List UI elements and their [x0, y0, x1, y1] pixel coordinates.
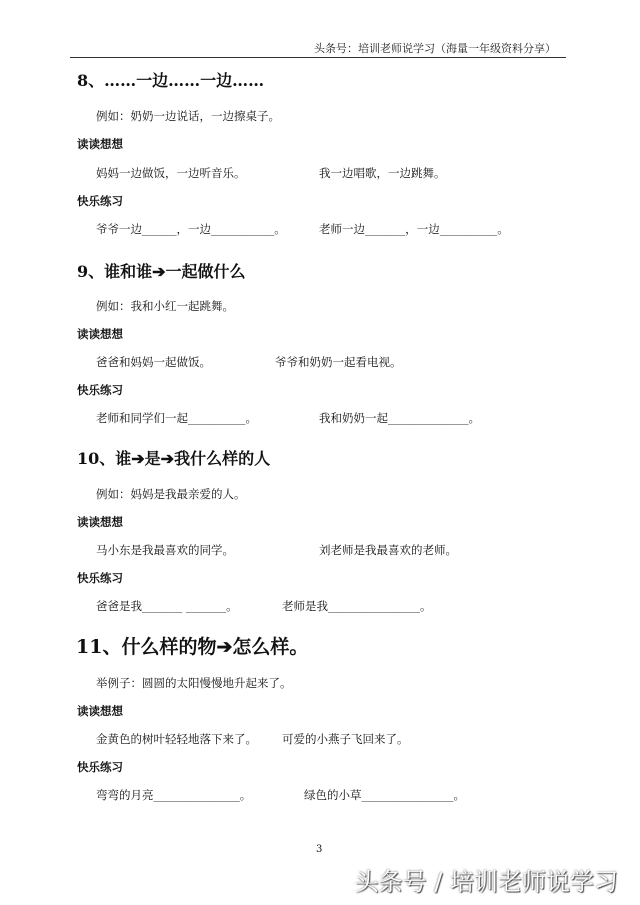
read-sentence-1: 爸爸和妈妈一起做饭。: [96, 355, 211, 369]
example-sentence: 举例子：圆圆的太阳慢慢地升起来了。: [96, 676, 292, 690]
example-sentence: 例如：我和小红一起跳舞。: [96, 299, 234, 313]
practice-item-2: 老师是我________________。: [282, 599, 432, 613]
section-title: 8、……一边……一边……: [77, 71, 265, 90]
practice-item-1: 弯弯的月亮_______________。: [96, 788, 252, 802]
practice-item-2: 老师一边_______，一边__________。: [319, 222, 509, 236]
practice-label: 快乐练习: [77, 760, 123, 774]
practice-label: 快乐练习: [77, 194, 123, 208]
read-sentence-1: 妈妈一边做饭，一边听音乐。: [96, 166, 246, 180]
watermark: 头条号 / 培训老师说学习: [354, 868, 618, 896]
practice-item-1: 爸爸是我_______ _______。: [96, 599, 238, 613]
section-title: 9、谁和谁➔一起做什么: [77, 262, 246, 281]
example-sentence: 例如：妈妈是我最亲爱的人。: [96, 487, 246, 501]
practice-item-1: 爷爷一边______，一边___________。: [96, 222, 286, 236]
read-label: 读读想想: [77, 137, 123, 151]
header-rule: [70, 57, 566, 58]
read-label: 读读想想: [77, 515, 123, 529]
header-text: 头条号：培训老师说学习（海量一年级资料分享）: [314, 42, 556, 55]
read-sentence-1: 金黄色的树叶轻轻地落下来了。: [96, 732, 257, 746]
practice-label: 快乐练习: [77, 383, 123, 397]
example-sentence: 例如：奶奶一边说话，一边擦桌子。: [96, 109, 280, 123]
page-number: 3: [316, 844, 323, 855]
read-sentence-2: 刘老师是我最喜欢的老师。: [319, 543, 457, 557]
section-title: 10、谁➔是➔我什么样的人: [77, 449, 271, 468]
read-sentence-2: 爷爷和奶奶一起看电视。: [275, 355, 402, 369]
practice-label: 快乐练习: [77, 571, 123, 585]
read-sentence-1: 马小东是我最喜欢的同学。: [96, 543, 234, 557]
section-title: 11、什么样的物➔怎么样。: [76, 636, 309, 658]
practice-item-1: 老师和同学们一起__________。: [96, 411, 257, 425]
practice-item-2: 我和奶奶一起______________。: [319, 411, 480, 425]
read-sentence-2: 我一边唱歌，一边跳舞。: [319, 166, 446, 180]
read-label: 读读想想: [77, 704, 123, 718]
read-label: 读读想想: [77, 327, 123, 341]
practice-item-2: 绿色的小草________________。: [304, 788, 465, 802]
read-sentence-2: 可爱的小燕子飞回来了。: [282, 732, 409, 746]
